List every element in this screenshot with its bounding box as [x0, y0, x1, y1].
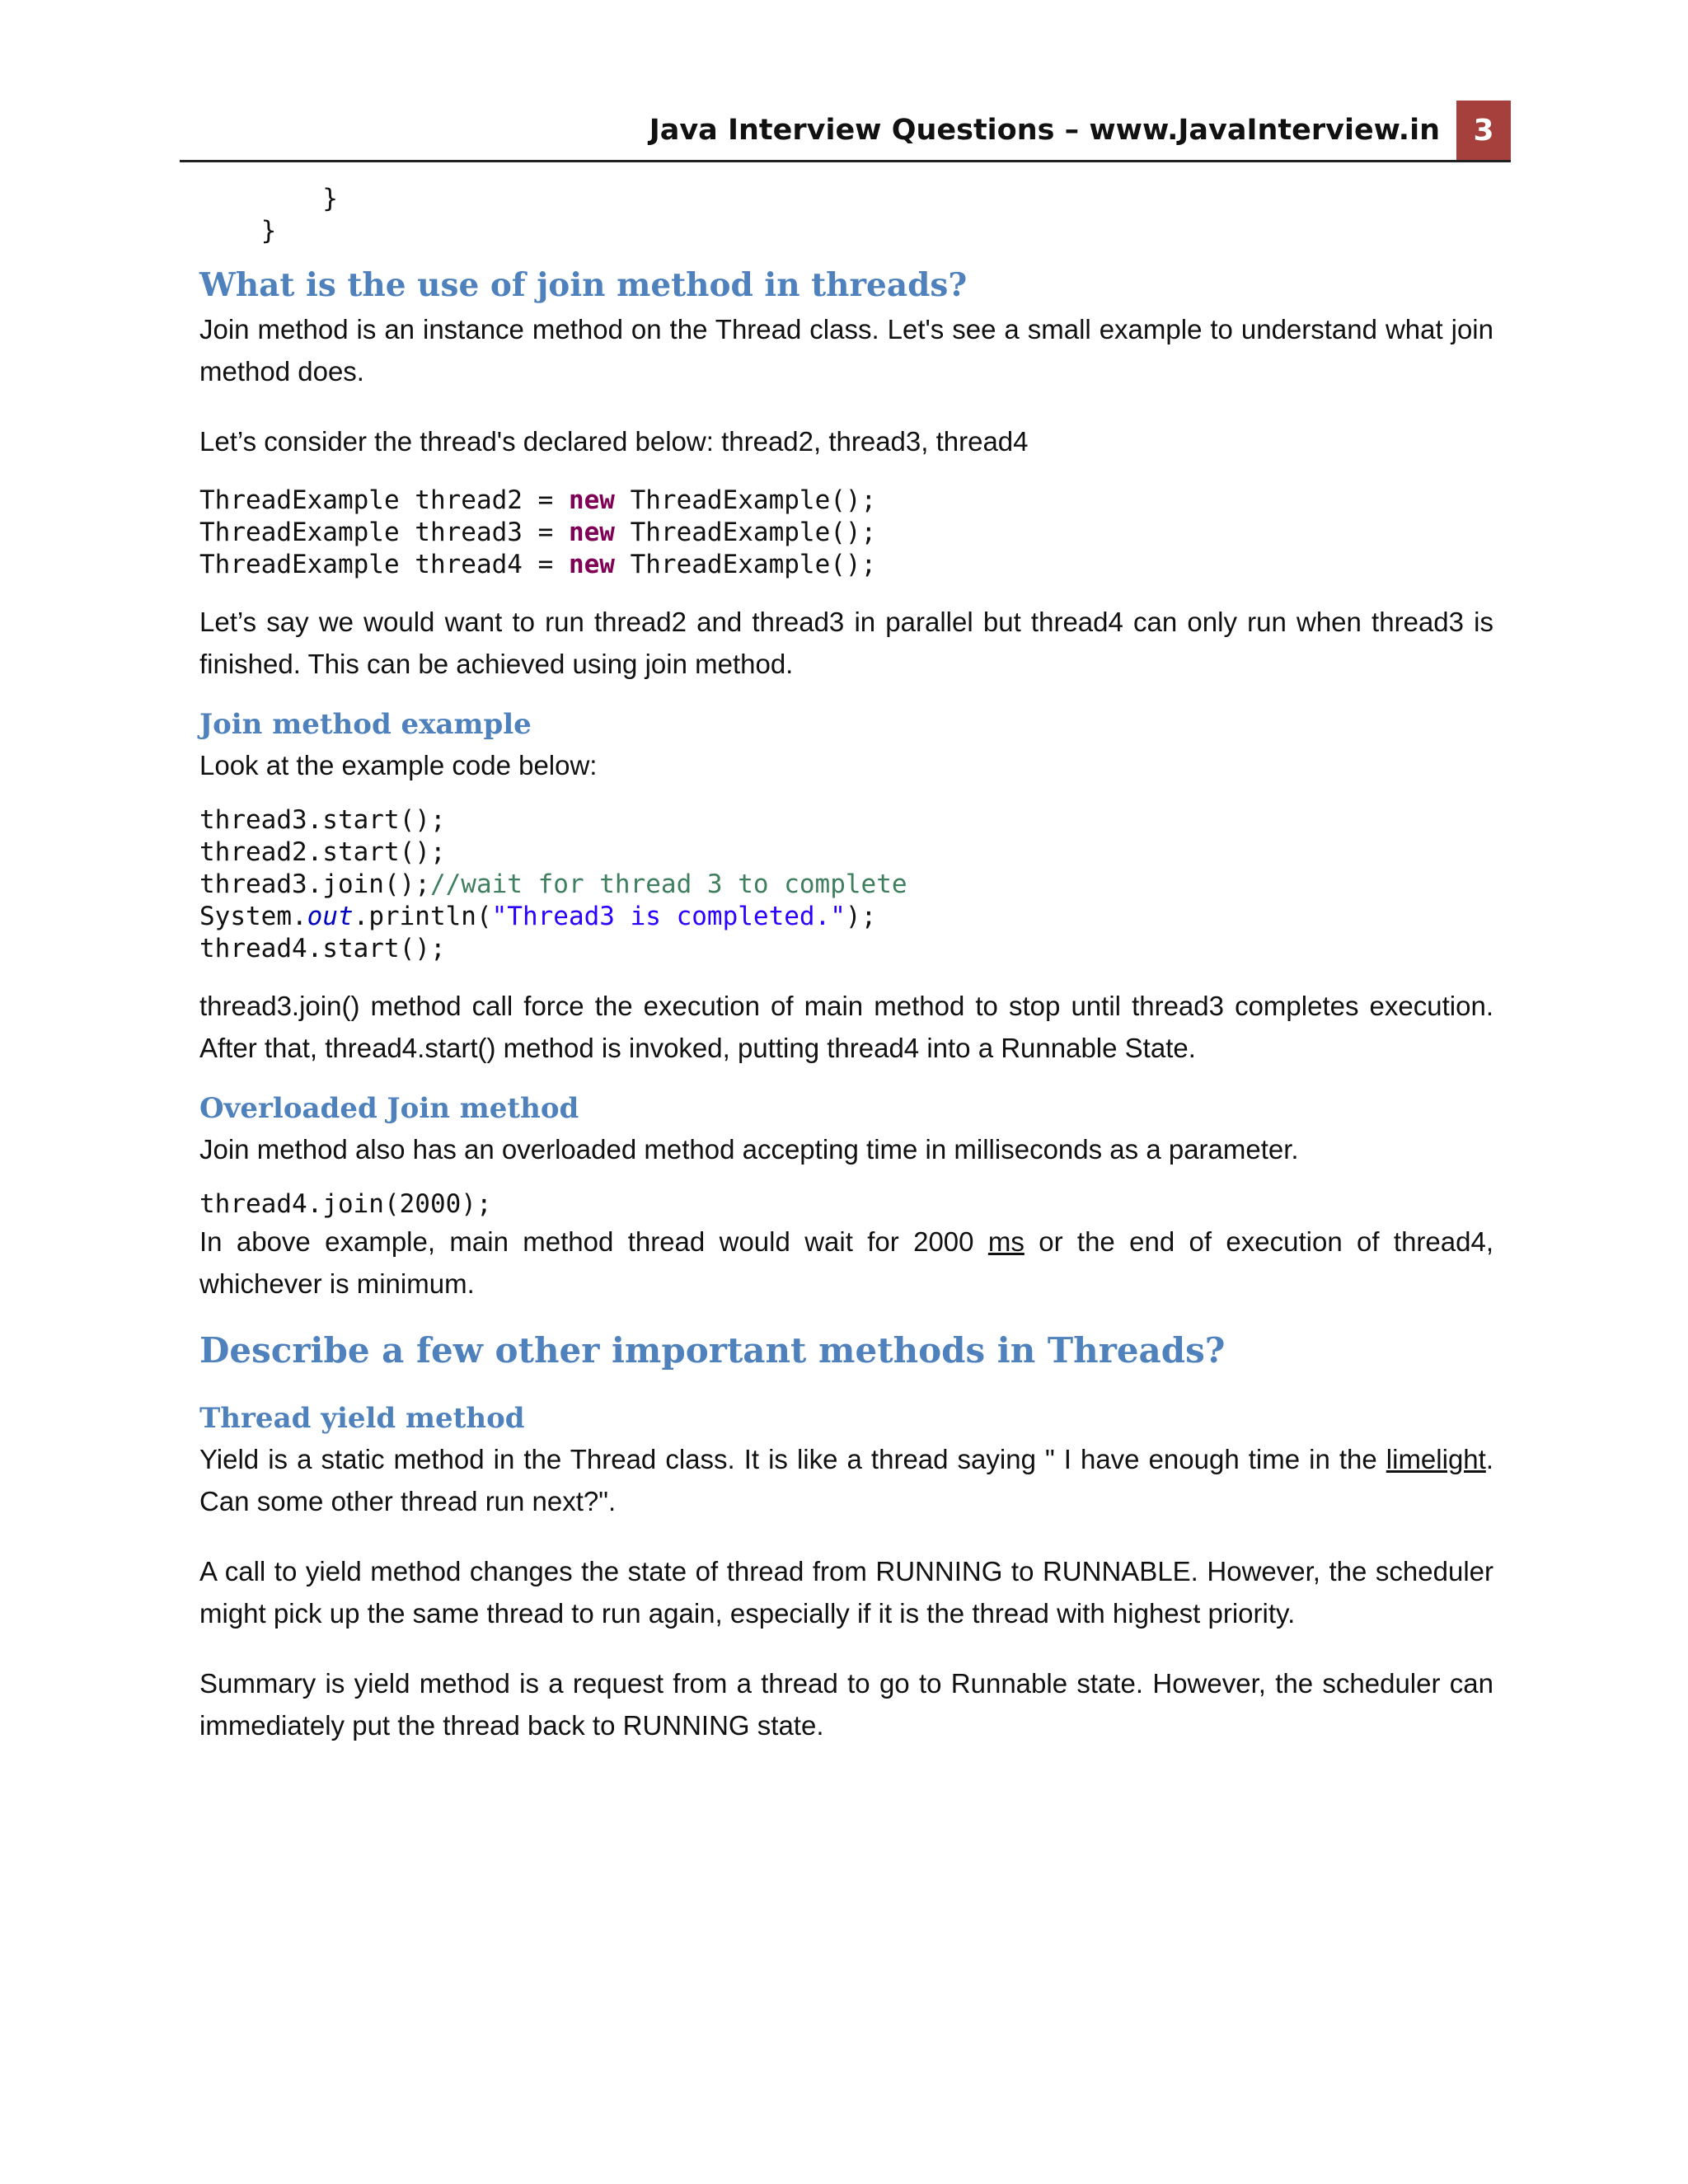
page-number-badge: 3 — [1456, 101, 1511, 160]
consider-paragraph: Let’s consider the thread's declared below: thread2, thread3, thread4 — [199, 426, 1029, 457]
join-example-heading: Join method example — [199, 708, 532, 741]
page-content — [199, 183, 1493, 1746]
thread-declarations-code: ThreadExample thread2 = new ThreadExample(); ThreadExample thread3 = new ThreadExample(); ThreadExample thread4 = new ThreadExample(); — [199, 485, 877, 579]
join-example-code: thread3.start(); thread2.start(); thread3.join();//wait for thread 3 to complete System.out.println("Thread3 is completed."); thread4.start(); — [199, 805, 907, 963]
yield-heading: Thread yield method — [199, 1402, 525, 1435]
join-intro-paragraph: Join method is an instance method on the Thread class. Let's see a small example to understand what join method does. — [199, 314, 1493, 387]
join-explain-paragraph: thread3.join() method call force the execution of main method to stop until thread3 completes execution. After that, thread4.start() method is invoked, putting thread4 into a Runnable State. — [199, 991, 1493, 1063]
yield-paragraph-1: Yield is a static method in the Thread class. It is like a thread saying " I have enough time in the limelight. Can some other thread run next?". — [199, 1444, 1493, 1516]
join-example-lead: Look at the example code below: — [199, 750, 598, 780]
parallel-paragraph: Let’s say we would want to run thread2 and thread3 in parallel but thread4 can only run when thread3 is finished. This can be achieved using join method. — [199, 607, 1493, 679]
join-timeout-code: thread4.join(2000); — [199, 1189, 492, 1219]
yield-paragraph-2: A call to yield method changes the state of thread from RUNNING to RUNNABLE. However, the scheduler might pick up the same thread to run again, especially if it is the thread with highest priority. — [199, 1556, 1493, 1629]
code-closing-braces — [199, 183, 1493, 247]
overloaded-explain-paragraph: In above example, main method thread would wait for 2000 ms or the end of execution of thread4, whichever is minimum. — [199, 1226, 1494, 1299]
code-line: } — [199, 184, 338, 213]
header-title: Java Interview Questions – www.JavaInterview.in — [649, 114, 1440, 147]
code-line: } — [199, 216, 277, 246]
join-section-heading: What is the use of join method in threads? — [199, 266, 968, 304]
other-methods-heading: Describe a few other important methods in Threads? — [199, 1330, 1226, 1371]
overloaded-join-heading: Overloaded Join method — [199, 1092, 579, 1125]
overloaded-paragraph: Join method also has an overloaded method accepting time in milliseconds as a parameter. — [199, 1134, 1299, 1165]
page-header — [180, 97, 1511, 162]
yield-summary-paragraph: Summary is yield method is a request from a thread to go to Runnable state. However, the scheduler can immediately put the thread back to RUNNING state. — [199, 1668, 1493, 1741]
